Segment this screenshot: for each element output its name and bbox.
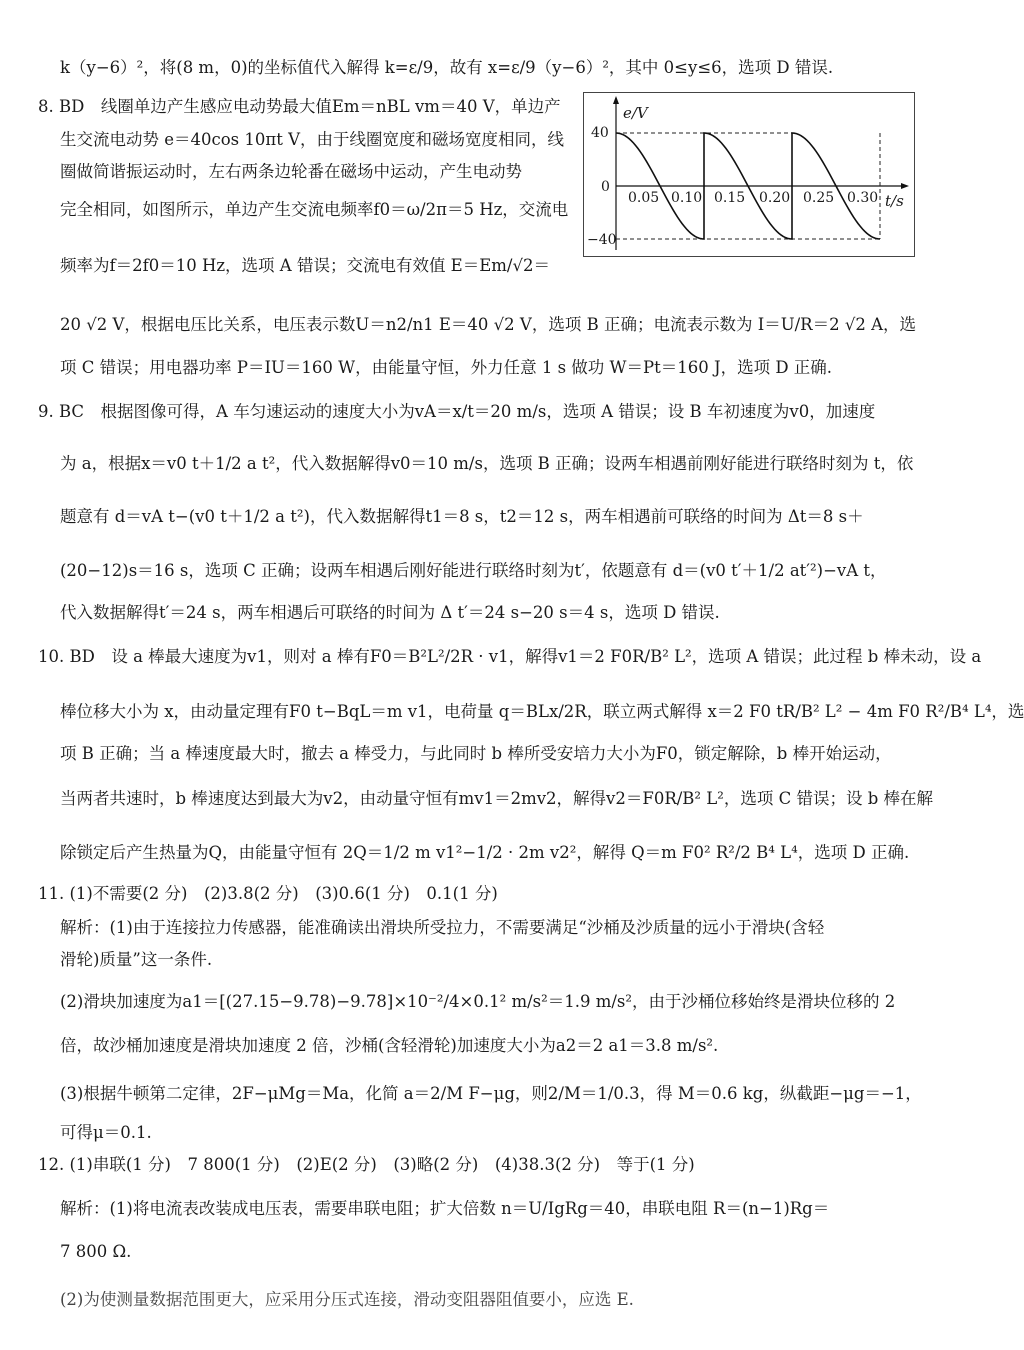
y-axis-arrow-icon [613,96,619,104]
q9-line-3: 题意有 d＝vA t−(v0 t＋1/2 a t²)，代入数据解得t1＝8 s，t2＝12 s，两车相遇前可联络的时间为 Δt＝8 s＋ [60,507,864,526]
q9-line-4: (20−12)s＝16 s，选项 C 正确；设两车相遇后刚好能进行联络时刻为t′，依题意有 d＝(v0 t′＋1/2 at′²)−vA t， [60,561,887,580]
q8-line-1: 8. BD 线圈单边产生感应电动势最大值Em＝nBL vm＝40 V，单边产 [38,97,561,116]
x-tick-label: 0.20 [759,190,791,206]
x-axis-arrow-icon [901,183,909,189]
x-tick-label: 0.05 [628,190,660,206]
q11-line-6: (3)根据牛顿第二定律，2F−μMg＝Ma，化简 a＝2/M F−μg，则2/M＝1/0.3，得 M＝0.6 kg，纵截距−μg＝−1， [60,1084,922,1103]
q12-line-1: 12. (1)串联(1 分) 7 800(1 分) (2)E(2 分) (3)略(2 分) (4)38.3(2 分) 等于(1 分) [38,1155,695,1174]
q8-line-6: 20 √2 V，根据电压比关系，电压表示数U＝n2/n1 E＝40 √2 V，选项 B 正确；电流表示数为 I＝U/R＝2 √2 A，选 [60,315,917,334]
x-axis-label: t/s [885,192,904,210]
q10-line-4: 当两者共速时，b 棒速度达到最大为v2，由动量守恒有mv1＝2mv2，解得v2＝F0R/B² L²，选项 C 错误；设 b 棒在解 [60,789,934,808]
q11-line-3: 滑轮)质量”这一条件. [60,950,213,969]
q10-line-2: 棒位移大小为 x，由动量定理有F0 t−BqL＝m v1，电荷量 q＝BLx/2R，联立两式解得 x＝2 F0 tR/B² L² − 4m F0 R²/B⁴ L⁴，选 [60,702,1024,721]
q11-line-5: 倍，故沙桶加速度是滑块加速度 2 倍，沙桶(含轻滑轮)加速度大小为a2＝2 a1＝3.8 m/s². [60,1036,719,1055]
q11-line-7: 可得μ＝0.1. [60,1123,152,1142]
y-tick-label: 40 [591,125,609,141]
emf-chart-svg [583,92,915,257]
q8-line-3: 圈做简谐振运动时，左右两条边轮番在磁场中运动，产生电动势 [60,162,522,181]
q8-line-4: 完全相同，如图所示，单边产生交流电频率f0＝ω/2π＝5 Hz，交流电 [60,200,569,219]
y-tick-label: −40 [587,232,617,248]
q8-line-2: 生交流电动势 e＝40cos 10πt V，由于线圈宽度和磁场宽度相同，线 [60,130,565,149]
q9-line-2: 为 a，根据x＝v0 t＋1/2 a t²，代入数据解得v0＝10 m/s，选项 B 正确；设两车相遇前刚好能进行联络时刻为 t，依 [60,454,914,473]
y-axis-label: e/V [623,104,648,122]
q10-line-5: 除锁定后产生热量为Q，由能量守恒有 2Q＝1/2 m v1²−1/2 · 2m v2²，解得 Q＝m F0² R²/2 B⁴ L⁴，选项 D 正确. [60,843,910,862]
q8-line-7: 项 C 错误；用电器功率 P＝IU＝160 W，由能量守恒，外力任意 1 s 做功 W＝Pt＝160 J，选项 D 正确. [60,358,833,377]
q12-line-2: 解析：(1)将电流表改装成电压表，需要串联电阻；扩大倍数 n＝U/IgRg＝40，串联电阻 R＝(n−1)Rg＝ [60,1199,830,1218]
q10-line-1: 10. BD 设 a 棒最大速度为v1，则对 a 棒有F0＝B²L²/2R · v1，解得v1＝2 F0R/B² L²，选项 A 错误；此过程 b 棒未动，设 a [38,647,982,666]
y-tick-labels [587,125,617,248]
q8-line-5: 频率为f＝2f0＝10 Hz，选项 A 错误；交流电有效值 E＝Em/√2＝ [60,256,550,275]
emf-time-chart [583,92,915,257]
x-tick-label: 0.15 [714,190,746,206]
q12-line-4: (2)为使测量数据范围更大，应采用分压式连接，滑动变阻器阻值要小，应选 E. [60,1290,634,1309]
q11-line-1: 11. (1)不需要(2 分) (2)3.8(2 分) (3)0.6(1 分) 0.1(1 分) [38,884,498,903]
q11-line-4: (2)滑块加速度为a1＝[(27.15−9.78)−9.78]×10⁻²/4×0.1² m/s²＝1.9 m/s²，由于沙桶位移始终是滑块位移的 2 [60,992,896,1011]
x-tick-label: 0.25 [803,190,835,206]
x-tick-label: 0.10 [671,190,703,206]
y-tick-label: 0 [601,179,610,195]
q12-line-3: 7 800 Ω. [60,1242,132,1261]
q11-line-2: 解析：(1)由于连接拉力传感器，能准确读出滑块所受拉力，不需要满足“沙桶及沙质量的远小于滑块(含轻 [60,918,825,937]
q10-line-3: 项 B 正确；当 a 棒速度最大时，撤去 a 棒受力，与此同时 b 棒所受安培力大小为F0，锁定解除，b 棒开始运动， [60,744,892,763]
q12-cut-line-clip [60,1290,900,1350]
q9-line-5: 代入数据解得t′＝24 s，两车相遇后可联络的时间为 Δ t′＝24 s−20 s＝4 s，选项 D 错误. [60,603,720,622]
q9-line-1: 9. BC 根据图像可得，A 车匀速运动的速度大小为vA＝x/t＝20 m/s，选项 A 错误；设 B 车初速度为v0，加速度 [38,402,876,421]
q7-tail-line: k（y−6）²，将(8 m，0)的坐标值代入解得 k=ε/9，故有 x=ε/9（y−6）²，其中 0≤y≤6，选项 D 错误. [60,58,834,77]
x-tick-label: 0.30 [847,190,879,206]
